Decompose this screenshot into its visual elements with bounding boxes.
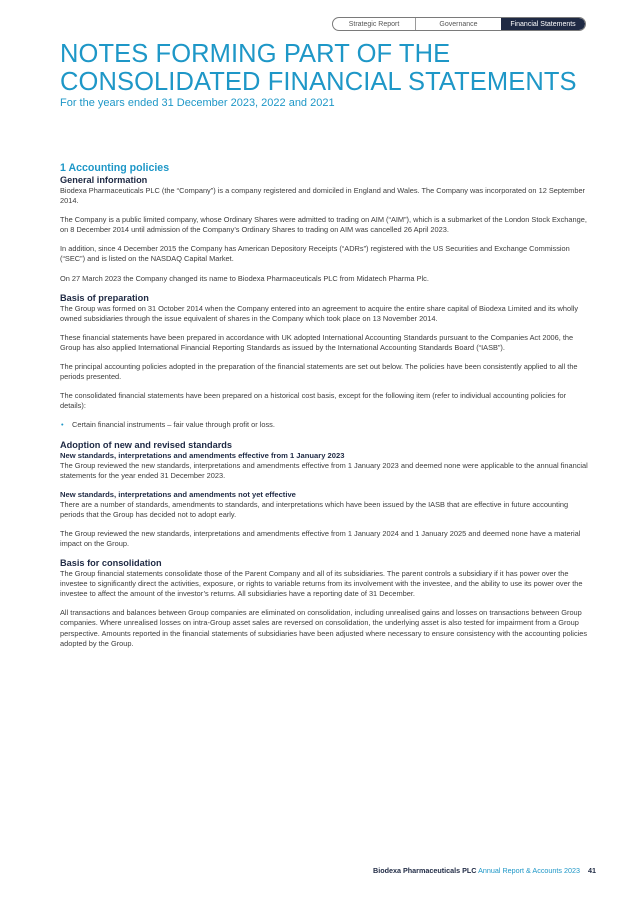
page-number: 41 <box>588 866 596 875</box>
page-footer <box>373 866 596 875</box>
section-title-accounting-policies: 1 Accounting policies <box>60 162 170 174</box>
paragraph: There are a number of standards, amendments to standards, and interpretations which have been issued by the IASB that are effective in future accounting periods that the Group has decided not to adopt early. <box>60 499 569 519</box>
paragraph: The principal accounting policies adopted in the preparation of the financial statements are set out below. The policies have been consistently applied to all the periods presented. <box>60 362 578 382</box>
heading-adoption-of-standards: Adoption of new and revised standards <box>60 439 233 450</box>
page-title-line-2: CONSOLIDATED FINANCIAL STATEMENTS <box>60 68 577 96</box>
paragraph: In addition, since 4 December 2015 the Company has American Depository Receipts (“ADRs”) registered with the US Securities and Exchange Commission (“SEC”) and is listed on the NASDAQ Capital Market. <box>60 244 570 264</box>
paragraph: The Group was formed on 31 October 2014 when the Company entered into an agreement to acquire the entire share capital of Biodexa Limited and its wholly owned subsidiaries through the issue equivalent of shares in the Company which took place on 13 November 2014. <box>60 303 579 323</box>
section-nav <box>332 17 586 31</box>
paragraph: The Group reviewed the new standards, interpretations and amendments effective from 1 January 2023 and deemed none were applicable to the annual financial statements for the year ended 31 December 2023. <box>60 460 588 480</box>
paragraph: On 27 March 2023 the Company changed its name to Biodexa Pharmaceuticals PLC from Midatech Pharma Plc. <box>60 273 429 283</box>
paragraph: The Group reviewed the new standards, interpretations and amendments effective from 1 January 2024 and 1 January 2025 and deemed none have a material impact on the Group. <box>60 528 581 548</box>
page-subtitle: For the years ended 31 December 2023, 2022 and 2021 <box>60 97 335 109</box>
page-title <box>60 40 577 96</box>
paragraph: Biodexa Pharmaceuticals PLC (the “Company”) is a company registered and domiciled in England and Wales. The Company was incorporated on 12 September 2014. <box>60 186 586 206</box>
notes-content <box>60 162 588 658</box>
page-title-line-1: NOTES FORMING PART OF THE <box>60 40 451 68</box>
paragraph: The consolidated financial statements have been prepared on a historical cost basis, except for the following item (refer to individual accounting policies for details): <box>60 391 567 411</box>
paragraph: All transactions and balances between Group companies are eliminated on consolidation, including unrealised gains and losses on transactions between Group companies. Where unrealised losses on intra-Group asset sales are reversed on consolidation, the underlying asset is also tested for impairment from a Group perspective. Amounts reported in the financial statements of subsidiaries have been adjusted where necessary to ensure consistency with the accounting policies adopted by the Group. <box>60 608 588 648</box>
heading-basis-of-preparation: Basis of preparation <box>60 292 149 303</box>
footer-report: Annual Report & Accounts 2023 <box>478 866 580 875</box>
heading-basis-for-consolidation: Basis for consolidation <box>60 558 162 569</box>
paragraph: The Group financial statements consolidate those of the Parent Company and all of its subsidiaries. The parent controls a subsidiary if it has power over the investee to significantly direct the activities, exposure, or rights to variable returns from its involvement with the investee, and the ability to use its power over the investee to affect the amount of the investor’s returns. All subsidiaries have a reporting date of 31 December. <box>60 569 583 599</box>
paragraph: The Company is a public limited company, whose Ordinary Shares were admitted to trading on AIM (“AIM”), which is a submarket of the London Stock Exchange, on 8 December 2014 until admission of the Company’s Ordinary Shares to trading on AIM was cancelled 26 April 2023. <box>60 215 587 235</box>
heading-effective-2023: New standards, interpretations and amendments effective from 1 January 2023 <box>60 450 345 460</box>
footer-company: Biodexa Pharmaceuticals PLC <box>373 866 477 875</box>
list-item <box>60 420 588 430</box>
heading-not-yet-effective: New standards, interpretations and amendments not yet effective <box>60 489 296 499</box>
tab-financial-statements[interactable]: Financial Statements <box>501 18 585 30</box>
tab-governance[interactable]: Governance <box>439 20 478 28</box>
bullet-list <box>60 420 588 430</box>
tab-strategic-report[interactable]: Strategic Report <box>333 18 416 30</box>
paragraph: These financial statements have been prepared in accordance with UK adopted International Accounting Standards pursuant to the Companies Act 2006, the Group has also applied International Financial Reporting Standards as issued by the International Accounting Standards Board (“IASB”). <box>60 332 574 352</box>
heading-general-information: General information <box>60 175 148 185</box>
bullet-icon: • <box>61 420 64 430</box>
list-item-text: Certain financial instruments – fair value through profit or loss. <box>72 420 275 430</box>
